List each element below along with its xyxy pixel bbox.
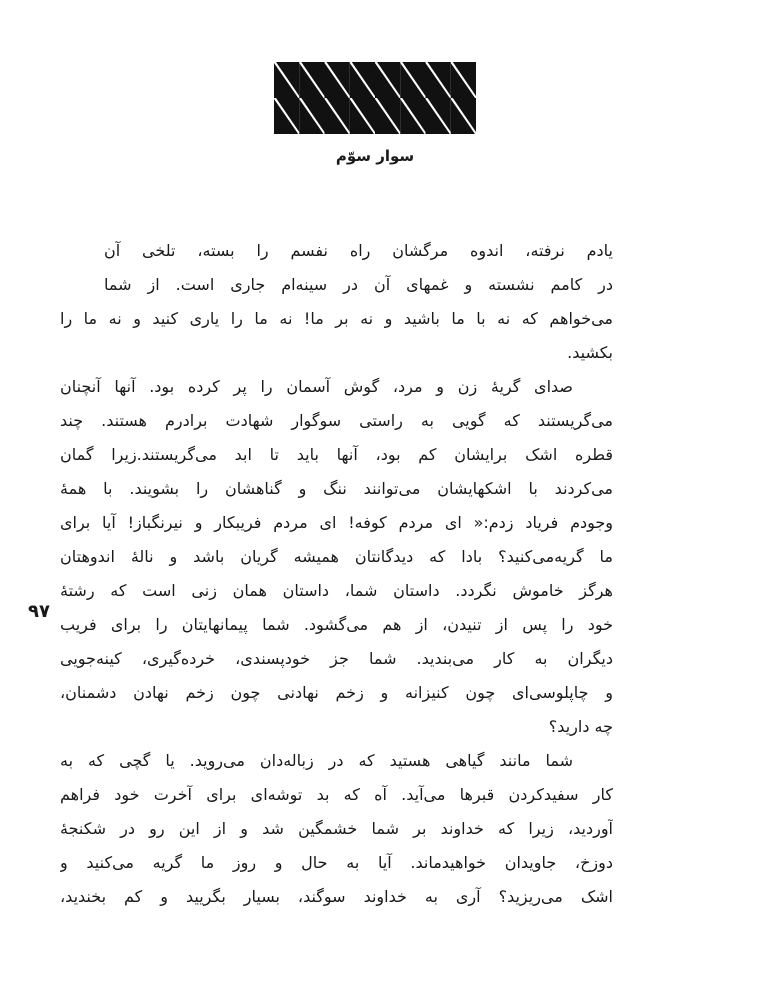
text-line: آوردید، زیرا که خداوند بر شما خشمگین شد و از این رو در شکنجهٔ [60, 819, 613, 838]
chapter-ornament [274, 62, 476, 134]
text-line: و چاپلوسی‌ای چون کنیزانه و زخم نهادنی چون زخم نهادن دشمنان، [60, 683, 613, 702]
text-line: در کامم نشسته و غمهای آن در سینه‌ام جاری است. از شما [104, 275, 613, 294]
text-line: خود را پس از تنیدن، از هم می‌گشود. شما پیمانهایتان را برای فریب [60, 615, 613, 634]
text-line: اشک می‌ریزید؟ آری به خداوند سوگند، بسیار بگریید و کم بخندید، [60, 887, 613, 906]
text-line: صدای گریهٔ زن و مرد، گوش آسمان را پر کرده بود. آنها آنچنان [60, 377, 573, 396]
text-line: وجودم فریاد زدم:« ای مردم کوفه! ای مردم فریبکار و نیرنگباز! آیا برای [60, 513, 613, 532]
text-line: چه دارید؟ [548, 717, 613, 736]
text-line: هرگز خاموش نگردد. داستان شما، داستان همان زنی است که رشتهٔ [60, 581, 613, 600]
chapter-title: سوار سوّم [335, 147, 415, 165]
text-line: دوزخ، جاویدان خواهیدماند. آیا به حال و روز ما گریه می‌کنید و [60, 853, 613, 872]
paragraph [60, 234, 613, 370]
paragraph [60, 744, 613, 914]
text-line: ما گریه‌می‌کنید؟ بادا که دیدگانتان همیشه گریان باشد و نالهٔ اندوهتان [60, 547, 613, 566]
text-line: یادم نرفته، اندوه مرگشان راه نفسم را بسته، تلخی آن [104, 241, 613, 260]
text-line: می‌کردند با اشکهایشان می‌توانند ننگ و گناهشان را بشویند. با همهٔ [60, 479, 613, 498]
text-line: قطره اشک برایشان کم بود، آنها باید تا ابد می‌گریستند.زیرا گمان [60, 445, 613, 464]
text-line: می‌خواهم که نه با ما باشید و نه بر ما! نه ما را یاری کنید و نه ما را [60, 309, 613, 328]
text-line: بکشید. [567, 343, 613, 362]
text-line: دیگران به کار می‌بندید. شما جز خودپسندی، خرده‌گیری، کینه‌جویی [60, 649, 613, 668]
text-line: می‌گریستند که گویی به راستی سوگوار شهادت برادرم هستند. چند [60, 411, 613, 430]
text-line: شما مانند گیاهی هستید که در زباله‌دان می‌روید. یا گچی که به [60, 751, 573, 770]
body-text [60, 234, 613, 914]
paragraph [60, 370, 613, 744]
page-number: ۹۷ [28, 601, 50, 622]
text-line: کار سفیدکردن قبرها می‌آید. آه که بد توشه‌ای برای آخرت خود فراهم [60, 785, 613, 804]
